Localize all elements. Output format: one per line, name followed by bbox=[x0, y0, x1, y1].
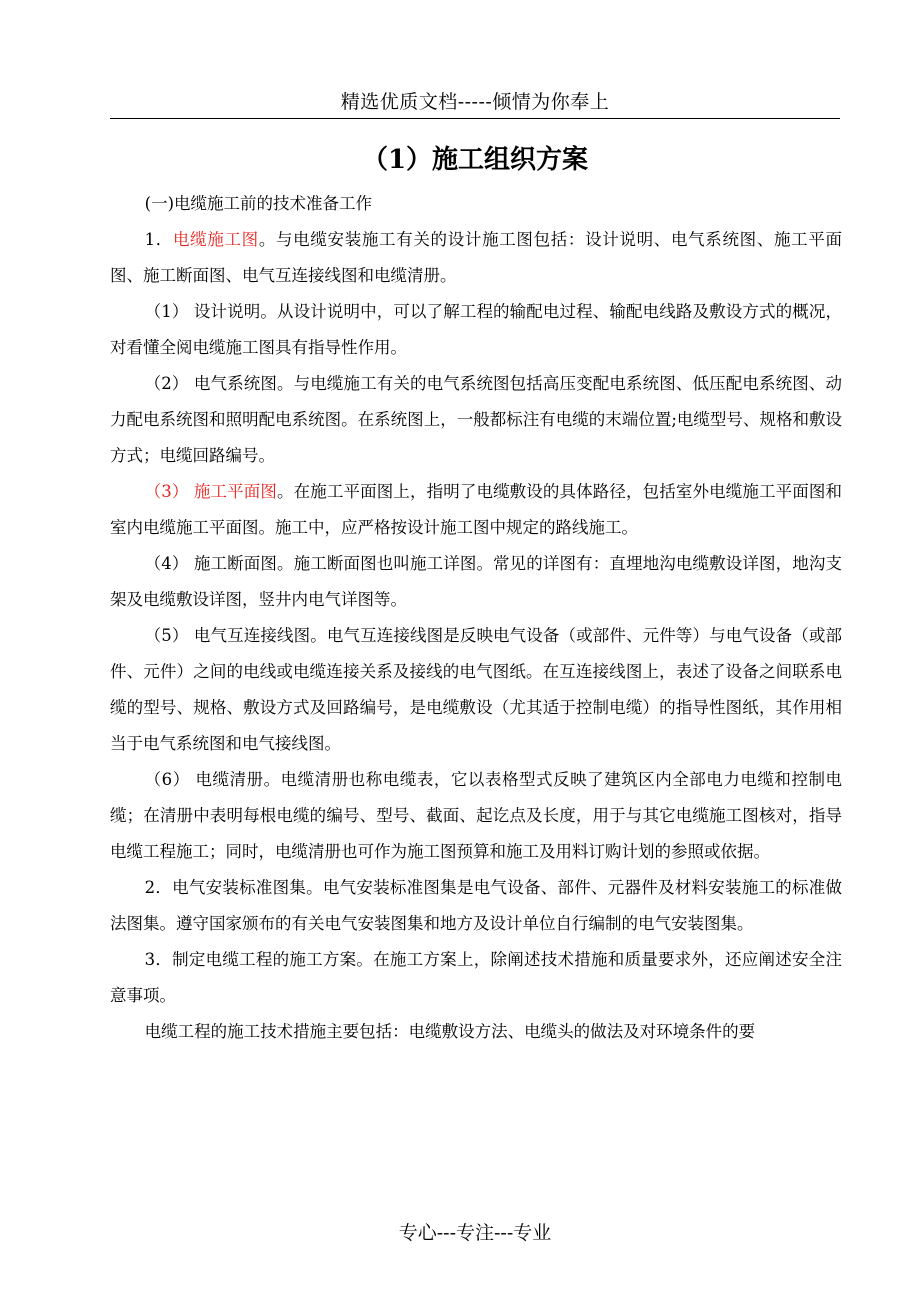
paragraph-1-text: 。与电缆安装施工有关的设计施工图包括：设计说明、电气系统图、施工平面图、施工断面图、电气互连接线图和电缆清册。 bbox=[110, 230, 843, 285]
paragraph-4-text: 。在施工平面图上，指明了电缆敷设的具体路径，包括室外电缆施工平面图和室内电缆施工平面图。施工中，应严格按设计施工图中规定的路线施工。 bbox=[110, 482, 842, 537]
document-body bbox=[110, 186, 842, 1050]
paragraph-2: （1） 设计说明。从设计说明中，可以了解工程的输配电过程、输配电线路及敷设方式的概况，对看懂全阅电缆施工图具有指导性作用。 bbox=[110, 302, 842, 357]
document-title: （1）施工组织方案 bbox=[361, 145, 589, 175]
header-divider bbox=[110, 118, 840, 119]
paragraph-8: 2．电气安装标准图集。电气安装标准图集是电气设备、部件、元器件及材料安装施工的标准做法图集。遵守国家颁布的有关电气安装图集和地方及设计单位自行编制的电气安装图集。 bbox=[110, 878, 842, 933]
page-footer: 专心---专注---专业 bbox=[398, 1222, 552, 1244]
paragraph-1 bbox=[110, 222, 842, 294]
paragraph-7: （6） 电缆清册。电缆清册也称电缆表，它以表格型式反映了建筑区内全部电力电缆和控制电缆；在清册中表明每根电缆的编号、型号、截面、起讫点及长度，用于与其它电缆施工图核对，指导电缆工程施工；同时，电缆清册也可作为施工图预算和施工及用料订购计划的参照或依据。 bbox=[110, 770, 842, 861]
paragraph-4 bbox=[110, 474, 842, 546]
paragraph-1-number: 1． bbox=[144, 230, 173, 249]
paragraph-10: 电缆工程的施工技术措施主要包括：电缆敷设方法、电缆头的做法及对环境条件的要 bbox=[144, 1022, 756, 1041]
paragraph-6: （5） 电气互连接线图。电气互连接线图是反映电气设备（或部件、元件等）与电气设备（或部件、元件）之间的电线或电缆连接关系及接线的电气图纸。在互连接线图上，表述了设备之间联系电缆的型号、规格、敷设方式及回路编号，是电缆敷设（尤其适于控制电缆）的指导性图纸，其作用相当于电气系统图和电气接线图。 bbox=[110, 626, 842, 753]
paragraph-3: （2） 电气系统图。与电缆施工有关的电气系统图包括高压变配电系统图、低压配电系统图、动力配电系统图和照明配电系统图。在系统图上，一般都标注有电缆的末端位置;电缆型号、规格和敷设方式；电缆回路编号。 bbox=[110, 374, 842, 465]
paragraph-4-highlight: （3） 施工平面图 bbox=[144, 482, 277, 501]
page-header: 精选优质文档-----倾情为你奉上 bbox=[340, 91, 610, 113]
paragraph-9: 3．制定电缆工程的施工方案。在施工方案上，除阐述技术措施和质量要求外，还应阐述安全注意事项。 bbox=[110, 950, 842, 1005]
paragraph-1-highlight: 电缆施工图 bbox=[172, 230, 259, 249]
section-heading: (一)电缆施工前的技术准备工作 bbox=[144, 194, 373, 213]
paragraph-5: （4） 施工断面图。施工断面图也叫施工详图。常见的详图有：直埋地沟电缆敷设详图，地沟支架及电缆敷设详图，竖井内电气详图等。 bbox=[110, 554, 842, 609]
